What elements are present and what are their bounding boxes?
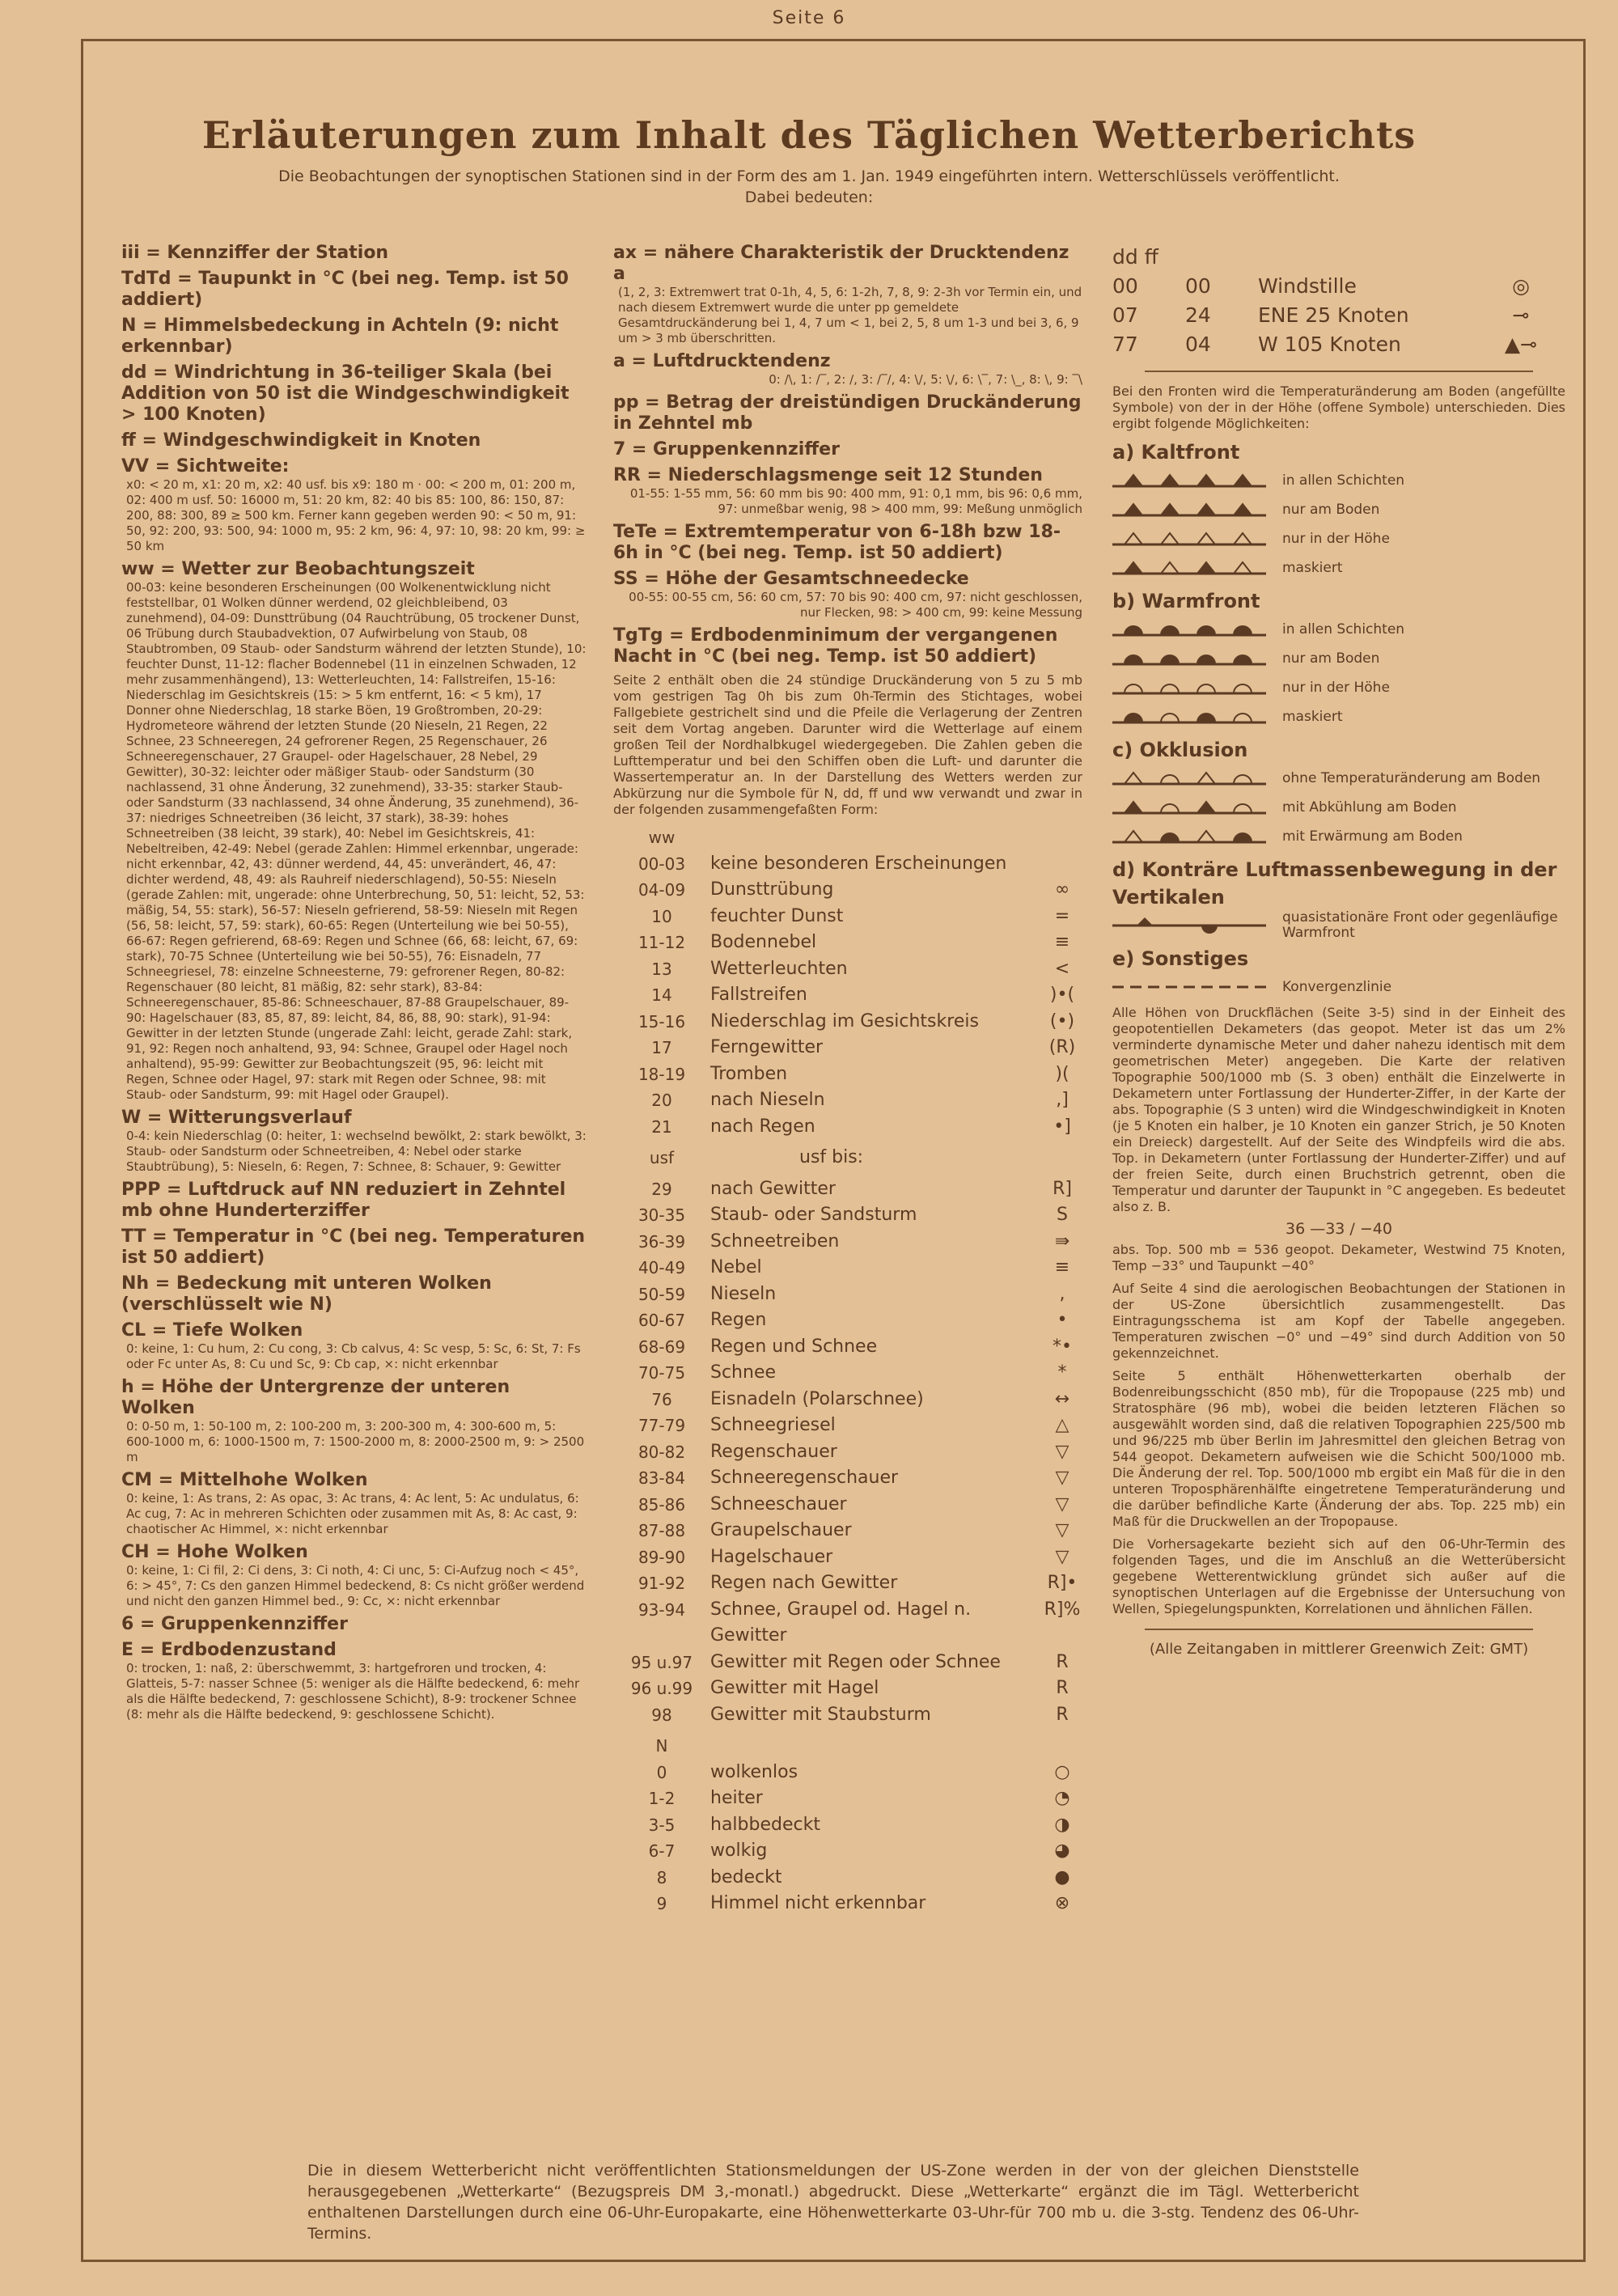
vorhersage-text: Die Vorhersagekarte bezieht sich auf den 06-Uhr-Termin des folgenden Tages, und die im Anschluß an die Wetterübersicht gegebene Wetterentwicklung gründet sich außer auf die synoptischen Unterlagen auf die Ergebnisse der Untersuchung von Wellen, Spiegelungspunkten, Korrelationen und ähnlichen Fällen.	[1112, 1536, 1565, 1616]
front-row	[1112, 524, 1565, 553]
ddff-label: Windstille	[1258, 274, 1357, 298]
def-ww: ww = Wetter zur Beobachtungszeit	[121, 559, 475, 579]
warm-front-mark	[1234, 684, 1252, 693]
cold-front-mark	[1161, 562, 1179, 574]
ww-row-symbol-icon: <	[1054, 958, 1070, 979]
front-row	[1112, 764, 1565, 793]
front-row-label: mit Erwärmung am Boden	[1282, 828, 1463, 845]
ddff-table	[1112, 243, 1565, 359]
front-row-label: nur am Boden	[1282, 501, 1380, 518]
ww-row-code: 96 u.99	[630, 1679, 693, 1698]
front-row	[1112, 911, 1565, 940]
ww-row-label: Gewitter mit Regen oder Schnee	[710, 1651, 1001, 1672]
ww-row-label: Gewitter mit Hagel	[710, 1678, 879, 1698]
ddff-dd: 00	[1112, 274, 1138, 298]
ww-row-label: Nebel	[710, 1257, 762, 1277]
ww-row-code: 83-84	[637, 1468, 686, 1488]
ddff-ff: 24	[1185, 303, 1211, 327]
front-row-label: maskiert	[1282, 559, 1343, 576]
ww-row-symbol-icon: •	[1057, 1310, 1068, 1330]
ww-row-label: nach Gewitter	[710, 1178, 836, 1199]
occl-front-mark	[1197, 831, 1215, 842]
ww-row-label: Regen	[710, 1310, 767, 1330]
ww-head: ww	[648, 828, 676, 847]
occl-front-symbol	[1112, 795, 1266, 820]
front-row	[1112, 972, 1565, 1002]
ww-row-symbol-icon: R]	[1053, 1178, 1072, 1199]
front-row	[1112, 644, 1565, 673]
cold-front-symbol	[1112, 498, 1266, 522]
def-ss: SS = Höhe der Gesamtschneedecke	[613, 569, 969, 589]
warm-front-mark	[1234, 655, 1252, 664]
ww-row-code: 18-19	[637, 1064, 686, 1084]
kontraer-heading: d) Konträre Luftmassenbewegung in der Vertikalen	[1112, 858, 1557, 909]
cold-front-symbol	[1112, 527, 1266, 551]
def-dd: dd = Windrichtung in 36-teiliger Skala (bei Addition von 50 ist die Windgeschwindigkeit > 100 Knoten)	[121, 362, 570, 425]
ww-row-label: Fallstreifen	[710, 985, 807, 1005]
subtitle-line-2: Dabei bedeuten:	[744, 189, 874, 206]
n-row-symbol-icon: ●	[1054, 1866, 1070, 1887]
def-w: W = Witterungsverlauf	[121, 1108, 352, 1128]
ww-row-symbol-icon: )(	[1055, 1063, 1069, 1084]
divider	[1145, 1629, 1533, 1630]
def-ch-desc: 0: keine, 1: Ci fil, 2: Ci dens, 3: Ci noth, 4: Ci unc, 5: Ci-Aufzug noch < 45°, 6: > 45°, 7: Cs den ganzen Himmel bedeckend, 8: Cs nicht größer werdend und nicht den ganzen Himmel bed., 9: Cc, ×: nicht erkennbar	[126, 1563, 585, 1608]
warm-front-mark	[1234, 626, 1252, 635]
ww-row-symbol-icon: ⇛	[1054, 1231, 1070, 1252]
n-row-label: Himmel nicht erkennbar	[710, 1893, 926, 1913]
ww-row-code: 60-67	[637, 1311, 686, 1330]
n-row-label: halbbedeckt	[710, 1814, 820, 1835]
ww-row-symbol-icon: ≡	[1054, 1257, 1070, 1277]
front-row	[1112, 822, 1565, 851]
def-7: 7 = Gruppenkennziffer	[613, 439, 840, 460]
ww-row-label: feuchter Dunst	[710, 905, 844, 926]
front-row	[1112, 615, 1565, 644]
ww-row-label: Graupelschauer	[710, 1520, 852, 1540]
ww-row-symbol-icon: ,]	[1056, 1090, 1069, 1110]
ww-row-symbol-icon: ▽	[1055, 1493, 1069, 1514]
front-row-label: nur am Boden	[1282, 650, 1380, 667]
def-h-desc: 0: 0-50 m, 1: 50-100 m, 2: 100-200 m, 3: 200-300 m, 4: 300-600 m, 5: 600-1000 m, 6: 1000-1500 m, 7: 1500-2000 m, 8: 2000-2500 m, 9: > 2500 m	[126, 1419, 585, 1464]
def-ax-desc: (1, 2, 3: Extremwert trat 0-1h, 4, 5, 6: 1-2h, 7, 8, 9: 2-3h vor Termin ein, und nach diesem Extremwert wurde die unter pp gemeldete Gesamtdruckänderung bei 1, 4, 7 um < 1, bei 2, 5, 8 um 1-3 und bei 3, 6, 9 um > 3 mb überschritten.	[618, 285, 1082, 345]
ww-row-code: 93-94	[637, 1599, 686, 1620]
ww-row-symbol-icon: S	[1057, 1205, 1068, 1225]
ww-row-code: 98	[651, 1705, 672, 1725]
occl-front-mark	[1234, 804, 1252, 813]
ww-row-label: Gewitter mit Staubsturm	[710, 1704, 931, 1725]
front-row-label: quasistationäre Front oder gegenläufige Warmfront	[1282, 909, 1558, 941]
warm-front-mark	[1161, 714, 1179, 722]
occl-front-mark	[1234, 833, 1252, 842]
cold-front-mark	[1197, 562, 1215, 574]
ww-row-symbol-icon: =	[1054, 905, 1070, 926]
warmfront-rows	[1112, 615, 1565, 731]
ww-row-code: 50-59	[637, 1284, 686, 1304]
ww-row-label: Schneeregenschauer	[710, 1468, 899, 1488]
def-tt: TT = Temperatur in °C (bei neg. Temperaturen ist 50 addiert)	[121, 1226, 586, 1268]
def-w-desc: 0-4: kein Niederschlag (0: heiter, 1: wechselnd bewölkt, 2: stark bewölkt, 3: Staub- oder Sandsturm oder Schneetreiben, 4: Nebel oder starke Staubtrübung), 5: Nieseln, 6: Regen, 7: Schnee, 8: Schauer, 9: Gewitter	[126, 1129, 587, 1174]
def-ppp: PPP = Luftdruck auf NN reduziert in Zehntel mb ohne Hunderterziffer	[121, 1180, 566, 1221]
ww-row-symbol-icon: *•	[1053, 1336, 1072, 1357]
seite5-text: Seite 5 enthält Höhenwetterkarten oberhalb der Bodenreibungsschicht (850 mb), für die Tropopause (225 mb) und Stratosphäre (96 mb), wobei die beiden letzteren Flächen so ausgewählt worden sind, daß die relativen Topographien 225/500 mb und 96/225 mb über Berlin im Jahresmittel den gleichen Betrag von 544 geopot. Dekametern aufweisen wie die Schicht 500/1000 mb. Die Änderung der rel. Top. 500/1000 mb ergibt ein Maß für die in den unteren Troposphärenhälfte eingetretene Temperaturänderung und die darüber befindliche Karte (Änderung der abs. Top. 225 mb) ein Maß für die Druckwellen an der Tropopause.	[1112, 1368, 1565, 1529]
n-head: N	[655, 1736, 668, 1756]
ddff-head: dd ff	[1112, 245, 1158, 269]
ww-row-label: Bodennebel	[710, 932, 817, 952]
cold-front-mark	[1234, 504, 1252, 515]
def-ww-desc: 00-03: keine besonderen Erscheinungen (00 Wolkenentwicklung nicht feststellbar, 01 Wolken dünner werdend, 02 gleichbleibend, 03 zunehmend), 04-09: Dunsttrübung (04 Rauchtrübung, 05 trockener Dunst, 06 Trübung durch Staubadvektion, 07 Aufwirbelung von Staub, 08 Staubtromben, 09 Staub- oder Sandsturm während der letzten Stunde), 10: feuchter Dunst, 11-12: flacher Bodennebel (11 in einzelnen Schwaden, 12 mehr zusammenhängend), 13: Wetterleuchten, 14: Fallstreifen, 15-16: Niederschlag im Gesichtskreis (15: > 5 km entfernt, 16: < 5 km), 17 Donner ohne Niederschlag, 18 starke Böen, 19 Großtromben, 20-29: Hydrometeore während der letzten Stunde (20 Nieseln, 21 Regen, 22 Schnee, 23 Schneeregen, 24 gefrorener Regen, 25 Regenschauer, 26 Schneeregenschauer, 27 Graupel- oder Hagelschauer, 28 Nebel, 29 Gewitter), 30-32: leichter oder mäßiger Staub- oder Sandsturm (30 nachlassend, 31 ohne Änderung, 32 zunehmend), 33-35: starker Staub- oder Sandsturm (33 nachlassend, 34 ohne Änderung, 35 zunehmend), 36-37: niedriges Schneetreiben (36 leicht, 37 stark), 38-39: hohes Schneetreiben (38 leicht, 39 stark), 40: Nebel im Gesichtskreis, 41: Nebeltreiben, 42-49: Nebel (gerade Zahlen: Himmel erkennbar, ungerade: nicht erkennbar, 42, 43: dünner werdend, 44, 45: unverändert, 46, 47: dichter werdend, 48, 49: als Rauhreif niederschlagend), 50-55: Nieseln (gerade Zahlen: mit, ungerade: ohne Unterbrechung, 50, 51: leicht, 52, 53: mäßig, 54, 55: stark), 56-57: Nieseln gefrierend, 58-59: Nieseln mit Regen (56, 58: leicht, 57, 59: stark), 60-65: Regen (Unterteilung wie bei 50-55), 66-67: Regen gefrierend, 68-69: Regen und Schnee (66, 68: leicht, 67, 69: stark), 70-75 Schnee (Unterteilung wie bei 50-55), 76: Eisnadeln, 77 Schneegriesel, 78: einzelne Schneesterne, 79: gefrorener Regen, 80-82: Regenschauer (80 leicht, 81 mäßig, 82: sehr stark), 83-84: Schneeregenschauer, 85-86: Schneeschauer, 87-88 Graupelschauer, 89-90: Hagelschauer (83, 85, 87, 89: leicht, 84, 86, 88, 90: stark), 91-94: Gewitter in der letzten Stunde (ungerade Zahl: leicht, gerade Zahl: stark, 91, 92: Regen noch anhaltend, 93, 94: Schnee, Graupel oder Hagel noch anhaltend), 95-99: Gewitter zur Beobachtungszeit (95, 96: leicht mit Regen, Schnee oder Hagel, 97: stark mit Regen oder Schnee, 98: mit Staub- oder Sandsturm, 99: mit Hagel oder Graupel).	[126, 580, 587, 1102]
column-middle	[613, 243, 1082, 1917]
n-row-code: 8	[656, 1867, 667, 1887]
cold-front-mark	[1234, 533, 1252, 544]
usf-mid: usf bis:	[799, 1147, 864, 1167]
seite2-text: Seite 2 enthält oben die 24 stündige Druckänderung von 5 zu 5 mb vom gestrigen Tag 0h bis zum 0h-Termin des Stichtages, wobei Fallgebiete gestrichelt sind und die Pfeile die Verlagerung der Zentren seit dem Vortag angeben. Darunter wird die Wetterlage auf einem großen Teil der Nordhalbkugel wiedergegeben. Die Zahlen geben die Lufttemperatur und bei den Schiffen oben die Luft- und darunter die Wassertemperatur an. In der Darstellung des Wetters werden zur Abkürzung nur die Symbole für N, dd, ff und ww verwandt und zwar in der folgenden zusammengefaßten Form:	[613, 672, 1082, 817]
ww-row-symbol-icon: ,	[1059, 1283, 1065, 1304]
wind-arrow-icon: ◎	[1512, 274, 1530, 298]
cold-front-mark	[1197, 475, 1215, 486]
cold-front-mark	[1161, 504, 1179, 515]
ddff-dd: 07	[1112, 303, 1138, 327]
warm-front-symbol	[1112, 646, 1266, 671]
cold-front-symbol	[1112, 556, 1266, 580]
ww-row-label: Schneetreiben	[710, 1231, 840, 1252]
warm-front-mark	[1161, 684, 1179, 693]
warmfront-heading: b) Warmfront	[1112, 590, 1260, 612]
ww-row-code: 40-49	[637, 1258, 686, 1277]
def-pp: pp = Betrag der dreistündigen Druckänderung in Zehntel mb	[613, 392, 1082, 434]
occl-front-mark	[1125, 773, 1142, 784]
def-a-desc: 0: ∕\, 1: ∕‾, 2: ∕, 3: ∕‾∕, 4: \∕, 5: \∕, 6: \‾, 7: \_, 8: \, 9: ‾\	[769, 372, 1082, 387]
ww-row-symbol-icon	[1042, 851, 1082, 878]
def-rr: RR = Niederschlagsmenge seit 12 Stunden	[613, 465, 1043, 485]
warm-front-symbol	[1112, 617, 1266, 642]
ww-row-label: keine besonderen Erscheinungen	[710, 853, 1007, 874]
cold-front-mark	[1197, 533, 1215, 544]
def-vv-desc: x0: < 20 m, x1: 20 m, x2: 40 usf. bis x9: 180 m · 00: < 200 m, 01: 200 m, 02: 400 m usf. 50: 16000 m, 51: 20 km, 82: 40 bis 85: 100, 86: 150, 87: 200, 88: 300, 89 ≥ 500 km. Ferner kann gegeben werden 90: < 50 m, 91: 50, 92: 200, 93: 500, 94: 1000 m, 95: 2 km, 96: 4, 97: 10, 98: 20 km, 99: ≥ 50 km	[126, 477, 586, 553]
def-ss-desc: 00-55: 00-55 cm, 56: 60 cm, 57: 70 bis 90: 400 cm, 97: nicht geschlossen, nur Flecken, 98: > 400 cm, 99: keine Messung	[629, 590, 1082, 620]
convergence-line-symbol	[1112, 975, 1266, 999]
ww-row-symbol-icon: *	[1057, 1362, 1067, 1383]
def-rr-desc: 01-55: 1-55 mm, 56: 60 mm bis 90: 400 mm, 91: 0,1 mm, bis 96: 0,6 mm, 97: unmeßbar wenig, 98 > 400 mm, 99: Meßung unmöglich	[629, 486, 1082, 516]
occl-front-symbol	[1112, 766, 1266, 790]
warm-front-mark	[1197, 655, 1215, 664]
page-number: Seite 6	[772, 8, 846, 28]
n-row-label: bedeckt	[710, 1866, 782, 1887]
ddff-ff: 00	[1185, 274, 1211, 298]
front-row-label: maskiert	[1282, 708, 1343, 725]
ww-row-label: Regen nach Gewitter	[710, 1573, 898, 1593]
def-tgtg: TgTg = Erdbodenminimum der vergangenen Nacht in °C (bei neg. Temp. ist 50 addiert)	[613, 625, 1058, 667]
warm-front-mark	[1197, 626, 1215, 635]
ww-row-code: 36-39	[637, 1231, 686, 1252]
ww-row-code: 76	[651, 1389, 672, 1409]
front-row	[1112, 466, 1565, 495]
ww-row-code: 30-35	[637, 1205, 686, 1225]
def-a: a = Luftdrucktendenz	[613, 351, 831, 371]
ww-row-code: 91-92	[637, 1574, 686, 1593]
time-note: (Alle Zeitangaben in mittlerer Greenwich Zeit: GMT)	[1149, 1641, 1529, 1658]
n-row-label: wolkenlos	[710, 1761, 798, 1782]
ww-row-symbol-icon: •]	[1053, 1116, 1071, 1137]
ww-row-symbol-icon: (R)	[1048, 1037, 1076, 1057]
warm-front-mark	[1125, 626, 1142, 635]
okklusion-heading: c) Okklusion	[1112, 739, 1248, 761]
page-subtitle	[0, 166, 1618, 208]
front-row	[1112, 553, 1565, 582]
n-row-code: 3-5	[648, 1815, 676, 1835]
ww-row-symbol-icon: (•)	[1049, 1010, 1075, 1032]
ww-row-symbol-icon: R	[1056, 1651, 1069, 1672]
warm-front-symbol	[1112, 676, 1266, 700]
n-row-symbol-icon: ◔	[1054, 1788, 1070, 1808]
front-row-label: in allen Schichten	[1282, 472, 1405, 489]
ww-row-label: Regenschauer	[710, 1441, 837, 1462]
column-right	[1112, 243, 1565, 1657]
ddff-dd: 77	[1112, 333, 1138, 356]
wind-arrow-icon: ▲⊸	[1504, 333, 1538, 356]
def-cm-desc: 0: keine, 1: As trans, 2: As opac, 3: Ac trans, 4: Ac lent, 5: Ac undulatus, 6: Ac cug, 7: Ac in mehreren Schichten oder zusammen mit As, 8: Ac cast, 9: chaotischer Ac Himmel, ×: nicht erkennbar	[126, 1491, 579, 1536]
def-tdtd: TdTd = Taupunkt in °C (bei neg. Temp. ist 50 addiert)	[121, 269, 569, 310]
occl-front-mark	[1161, 804, 1179, 813]
front-row	[1112, 702, 1565, 731]
ddff-label: W 105 Knoten	[1258, 333, 1401, 356]
example-desc: abs. Top. 500 mb = 536 geopot. Dekameter, Westwind 75 Knoten, Temp −33° und Taupunkt −40°	[1112, 1242, 1565, 1273]
cold-front-symbol	[1112, 468, 1266, 493]
usf-left: usf	[649, 1148, 675, 1167]
n-code-table	[613, 1733, 1082, 1917]
hoehen-text: Alle Höhen von Druckflächen (Seite 3-5) sind in der Einheit des geopotentiellen Dekameters (das geopot. Meter ist das um 2% verminderte dynamische Meter und daher nahezu identisch mit dem geometrischen Meter) angegeben. Die Karte der relativen Topographie 500/1000 mb (S. 3 oben) enthält die Einzelwerte in Dekametern unter Fortlassung der Hunderter-Ziffer, in der Karte der abs. Topographie (S 3 unten) wird die Windgeschwindigkeit in Knoten (je 5 Knoten ein halber, je 10 Knoten ein ganzer Strich, je 50 Knoten ein Dreieck) dargestellt. Auf der Seite des Windpfeils wird die abs. Top. in Dekametern (unter Fortlassung der Hunderter-Ziffer) und auf der freien Seite, durch einen Bruchstrich getrennt, oben die Temperatur und darunter der Taupunkt in °C angegeben. Es bedeutet also z. B.	[1112, 1005, 1565, 1214]
example-station: 36 —33 / −40	[1286, 1220, 1392, 1238]
cold-front-mark	[1234, 475, 1252, 486]
front-row-label: in allen Schichten	[1282, 621, 1405, 638]
cold-front-mark	[1125, 475, 1142, 486]
def-ch: CH = Hohe Wolken	[121, 1542, 308, 1562]
fronts-legend	[1112, 438, 1565, 1002]
occl-front-mark	[1197, 773, 1215, 784]
n-row-symbol-icon: ○	[1054, 1761, 1070, 1782]
occl-front-mark	[1161, 833, 1179, 842]
wind-arrow-icon: ⊸	[1512, 303, 1530, 327]
warm-front-mark	[1161, 655, 1179, 664]
ww-row-code: 04-09	[637, 880, 686, 900]
n-row-code: 9	[656, 1894, 667, 1913]
ww-row-code: 77-79	[637, 1416, 686, 1435]
occl-front-mark	[1125, 802, 1142, 813]
cold-front-mark	[1197, 504, 1215, 515]
def-nh: Nh = Bedeckung mit unteren Wolken (verschlüsselt wie N)	[121, 1273, 492, 1315]
ww-row-symbol-icon: ≡	[1054, 932, 1070, 952]
front-row-label: nur in der Höhe	[1282, 679, 1390, 696]
page-title: Erläuterungen zum Inhalt des Täglichen Wetterberichts	[201, 113, 1417, 157]
ww-row-code: 29	[651, 1179, 672, 1199]
def-cl: CL = Tiefe Wolken	[121, 1320, 303, 1341]
fronts-intro: Bei den Fronten wird die Temperaturänderung am Boden (angefüllte Symbole) von der in der Höhe (offene Symbole) unterschieden. Dies ergibt folgende Möglichkeiten:	[1112, 383, 1565, 431]
ww-row-label: Niederschlag im Gesichtskreis	[710, 1010, 979, 1032]
ddff-label: ENE 25 Knoten	[1258, 303, 1409, 327]
ww-code-table-2	[613, 1176, 1082, 1729]
ww-row-symbol-icon: ▽	[1055, 1520, 1069, 1540]
ww-row-label: Hagelschauer	[710, 1546, 833, 1567]
def-h: h = Höhe der Untergrenze der unteren Wolken	[121, 1377, 510, 1418]
def-cm: CM = Mittelhohe Wolken	[121, 1470, 368, 1490]
ww-row-symbol-icon: ∞	[1054, 879, 1070, 900]
ww-row-code: 14	[651, 985, 672, 1005]
front-row-label: ohne Temperaturänderung am Boden	[1282, 769, 1541, 786]
n-row-code: 6-7	[648, 1841, 676, 1861]
warm-front-mark	[1197, 714, 1215, 722]
ww-row-label: Tromben	[710, 1063, 788, 1084]
def-ax: ax = nähere Charakteristik der Drucktendenz a	[613, 243, 1069, 284]
n-row-label: heiter	[710, 1788, 763, 1808]
warm-front-symbol	[1112, 705, 1266, 729]
ww-row-label: Dunsttrübung	[710, 879, 834, 900]
ww-row-symbol-icon: R]•	[1047, 1573, 1078, 1593]
divider	[1145, 371, 1533, 372]
warm-front-mark	[1197, 684, 1215, 693]
sonstiges-heading: e) Sonstiges	[1112, 947, 1249, 970]
ww-row-label: Wetterleuchten	[710, 958, 848, 979]
kaltfront-rows	[1112, 466, 1565, 582]
ww-row-symbol-icon: ↔	[1054, 1388, 1070, 1409]
ww-usf-row	[613, 1145, 1082, 1171]
column-left	[121, 243, 587, 1727]
ww-row-code: 70-75	[637, 1363, 686, 1383]
ww-row-symbol-icon: ▽	[1055, 1546, 1069, 1567]
footer-note: Die in diesem Wetterbericht nicht veröffentlichten Stationsmeldungen der US-Zone werden in der von der gleichen Dienststelle herausgegebenen „Wetterkarte“ (Bezugspreis DM 3,-monatl.) abgedruckt. Diese „Wetterkarte“ ergänzt die im Tägl. Wetterbericht enthaltenen Darstellungen durch eine 06-Uhr-Europakarte, eine Höhenwetterkarte 03-Uhr-für 700 mb u. die 3-stg. Tendenz des 06-Uhr-Termins.	[307, 2162, 1359, 2243]
cold-front-mark	[1161, 475, 1179, 486]
ww-row-label: Ferngewitter	[710, 1037, 824, 1057]
cold-front-mark	[1161, 533, 1179, 544]
okklusion-rows	[1112, 764, 1565, 851]
ww-row-label: Staub- oder Sandsturm	[710, 1205, 917, 1225]
warm-front-mark	[1125, 655, 1142, 664]
def-cl-desc: 0: keine, 1: Cu hum, 2: Cu cong, 3: Cb calvus, 4: Sc vesp, 5: Sc, 6: St, 7: Fs oder Fc unter As, 8: Cu und Sc, 9: Cb cap, ×: nicht erkennbar	[126, 1341, 581, 1371]
ww-row-label: Schneeschauer	[710, 1493, 847, 1514]
def-6: 6 = Gruppenkennziffer	[121, 1614, 348, 1634]
ww-row-symbol-icon: R	[1056, 1678, 1069, 1698]
def-tete: TeTe = Extremtemperatur von 6-18h bzw 18-6h in °C (bei neg. Temp. ist 50 addiert)	[613, 522, 1061, 563]
occl-front-symbol	[1112, 824, 1266, 849]
warm-front-mark	[1125, 714, 1142, 722]
ww-row-code: 85-86	[637, 1494, 686, 1514]
ww-row-code: 15-16	[637, 1011, 686, 1032]
ww-row-label: Regen und Schnee	[710, 1336, 878, 1357]
n-row-symbol-icon: ◑	[1054, 1814, 1070, 1835]
n-row-code: 0	[656, 1762, 667, 1782]
ww-row-symbol-icon: ▽	[1055, 1441, 1069, 1462]
ww-row-label: Nieseln	[710, 1283, 777, 1304]
ww-row-code: 68-69	[637, 1337, 686, 1357]
n-row-code: 1-2	[648, 1789, 676, 1808]
front-row-label: Konvergenzlinie	[1282, 978, 1392, 995]
ww-code-table	[613, 824, 1082, 1140]
ww-row-symbol-icon: △	[1055, 1415, 1069, 1435]
stationary-front-symbol	[1112, 913, 1266, 938]
def-ff: ff = Windgeschwindigkeit in Knoten	[121, 430, 481, 451]
warm-front-mark	[1234, 714, 1252, 722]
ww-row-code: 87-88	[637, 1521, 686, 1540]
ww-row-code: 89-90	[637, 1547, 686, 1567]
def-n: N = Himmelsbedeckung in Achteln (9: nicht erkennbar)	[121, 316, 559, 357]
subtitle-line-1: Die Beobachtungen der synoptischen Stationen sind in der Form des am 1. Jan. 1949 eingeführten intern. Wetterschlüssels veröffentlicht.	[278, 167, 1340, 185]
def-e-desc: 0: trocken, 1: naß, 2: überschwemmt, 3: hartgefroren und trocken, 4: Glatteis, 5-7: nasser Schnee (5: weniger als die Hälfte bedeckend, 6: mehr als die Hälfte bedeckend, 7: geschlossene Schicht), 8-9: trockener Schnee (8: mehr als die Hälfte bedeckend, 9: geschlossene Schicht).	[126, 1661, 580, 1722]
occl-front-mark	[1234, 775, 1252, 784]
front-row-label: nur in der Höhe	[1282, 530, 1390, 547]
ww-row-label: Eisnadeln (Polarschnee)	[710, 1388, 924, 1409]
ww-row-code: 00-03	[637, 854, 686, 874]
seite4-text: Auf Seite 4 sind die aerologischen Beobachtungen der Stationen in der US-Zone übersichtlich zusammengestellt. Das Eintragungsschema ist am Kopf der Tabelle angegeben. Temperaturen zwischen −0° und −49° sind durch Addition von 50 gekennzeichnet.	[1112, 1281, 1565, 1361]
warm-front-mark	[1125, 684, 1142, 693]
ww-row-code: 21	[651, 1116, 672, 1137]
ww-row-label: Schnee	[710, 1362, 777, 1383]
warm-front-mark	[1161, 626, 1179, 635]
ww-row-code: 95 u.97	[630, 1652, 693, 1672]
cold-front-mark	[1125, 533, 1142, 544]
ww-row-code: 13	[651, 959, 672, 979]
ww-row-symbol-icon: ▽	[1055, 1468, 1069, 1488]
cold-front-mark	[1125, 504, 1142, 515]
cold-front-mark	[1234, 562, 1252, 574]
cold-front-mark	[1125, 562, 1142, 574]
ww-row-symbol-icon: )•(	[1049, 985, 1075, 1005]
ww-row-label: Schnee, Graupel od. Hagel n. Gewitter	[710, 1599, 972, 1646]
n-row-label: wolkig	[710, 1841, 768, 1861]
ww-row-symbol-icon: R]%	[1044, 1599, 1081, 1620]
def-iii: iii = Kennziffer der Station	[121, 243, 389, 263]
ww-row-label: nach Nieseln	[710, 1090, 825, 1110]
n-row-symbol-icon: ◕	[1054, 1841, 1070, 1861]
ww-row-label: nach Regen	[710, 1116, 815, 1137]
ww-row-label: Schneegriesel	[710, 1415, 836, 1435]
ddff-ff: 04	[1185, 333, 1211, 356]
occl-front-mark	[1125, 831, 1142, 842]
front-row	[1112, 793, 1565, 822]
n-row-symbol-icon: ⊗	[1054, 1893, 1070, 1913]
def-vv: VV = Sichtweite:	[121, 456, 290, 477]
ww-row-code: 11-12	[637, 933, 686, 952]
ww-row-code: 20	[651, 1091, 672, 1110]
front-row	[1112, 495, 1565, 524]
kaltfront-heading: a) Kaltfront	[1112, 441, 1240, 464]
occl-front-mark	[1197, 802, 1215, 813]
ww-row-code: 80-82	[637, 1442, 686, 1462]
front-row	[1112, 673, 1565, 702]
def-e: E = Erdbodenzustand	[121, 1640, 337, 1660]
occl-front-mark	[1161, 775, 1179, 784]
ww-row-code: 17	[651, 1038, 672, 1057]
ww-row-code: 10	[651, 906, 672, 926]
ww-row-symbol-icon: R	[1056, 1704, 1069, 1725]
front-row-label: mit Abkühlung am Boden	[1282, 799, 1457, 815]
